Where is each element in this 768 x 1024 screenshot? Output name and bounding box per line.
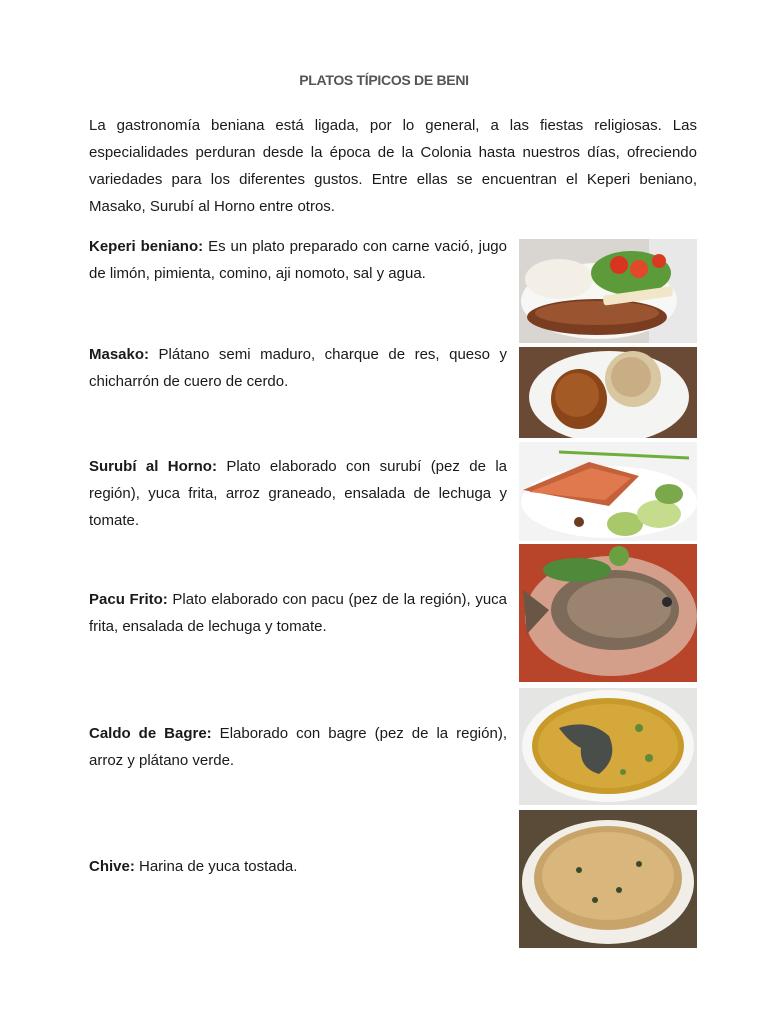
dish-name: Caldo de Bagre: [89,725,212,742]
photo-chive [519,810,697,948]
page-title: PLATOS TÍPICOS DE BENI [299,72,469,88]
dish-name: Keperi beniano: [89,238,204,255]
dish-description: Plato elaborado con pacu (pez de la región), yuca frita, ensalada de lechuga y tomate. [89,591,508,635]
dish-name: Chive: [89,858,135,875]
photo-caldo [519,688,697,805]
photo-pacu [519,544,697,682]
photo-surubi [519,442,697,541]
photo-keperi [519,239,697,343]
dish-name: Pacu Frito: [89,591,168,608]
dish-description: Harina de yuca tostada. [134,858,298,875]
dish-description: Plato elaborado con surubí (pez de la región), yuca frita, arroz graneado, ensalada de lechuga y tomate. [89,458,508,529]
dish-description: Elaborado con bagre (pez de la región), arroz y plátano verde. [89,725,507,769]
dish-chive [89,853,507,880]
dish-description: Es un plato preparado con carne vació, jugo de limón, pimienta, comino, aji nomoto, sal y agua. [89,238,507,282]
dish-masako [89,341,507,395]
dish-surubi [89,453,507,534]
photo-masako [519,347,697,438]
dish-keperi [89,233,507,287]
dish-name: Surubí al Horno: [89,458,217,475]
dish-caldo [89,720,507,774]
intro-paragraph: La gastronomía beniana está ligada, por lo general, a las fiestas religiosas. Las especialidades perduran desde la época de la Colonia hasta nuestros días, ofreciendo variedades para los diferentes gustos. Entre ellas se encuentran el Keperi beniano, Masako, Surubí al Horno entre otros. [89,117,697,215]
dish-description: Plátano semi maduro, charque de res, queso y chicharrón de cuero de cerdo. [89,346,507,390]
dish-name: Masako: [89,346,150,363]
dish-pacu [89,586,507,640]
